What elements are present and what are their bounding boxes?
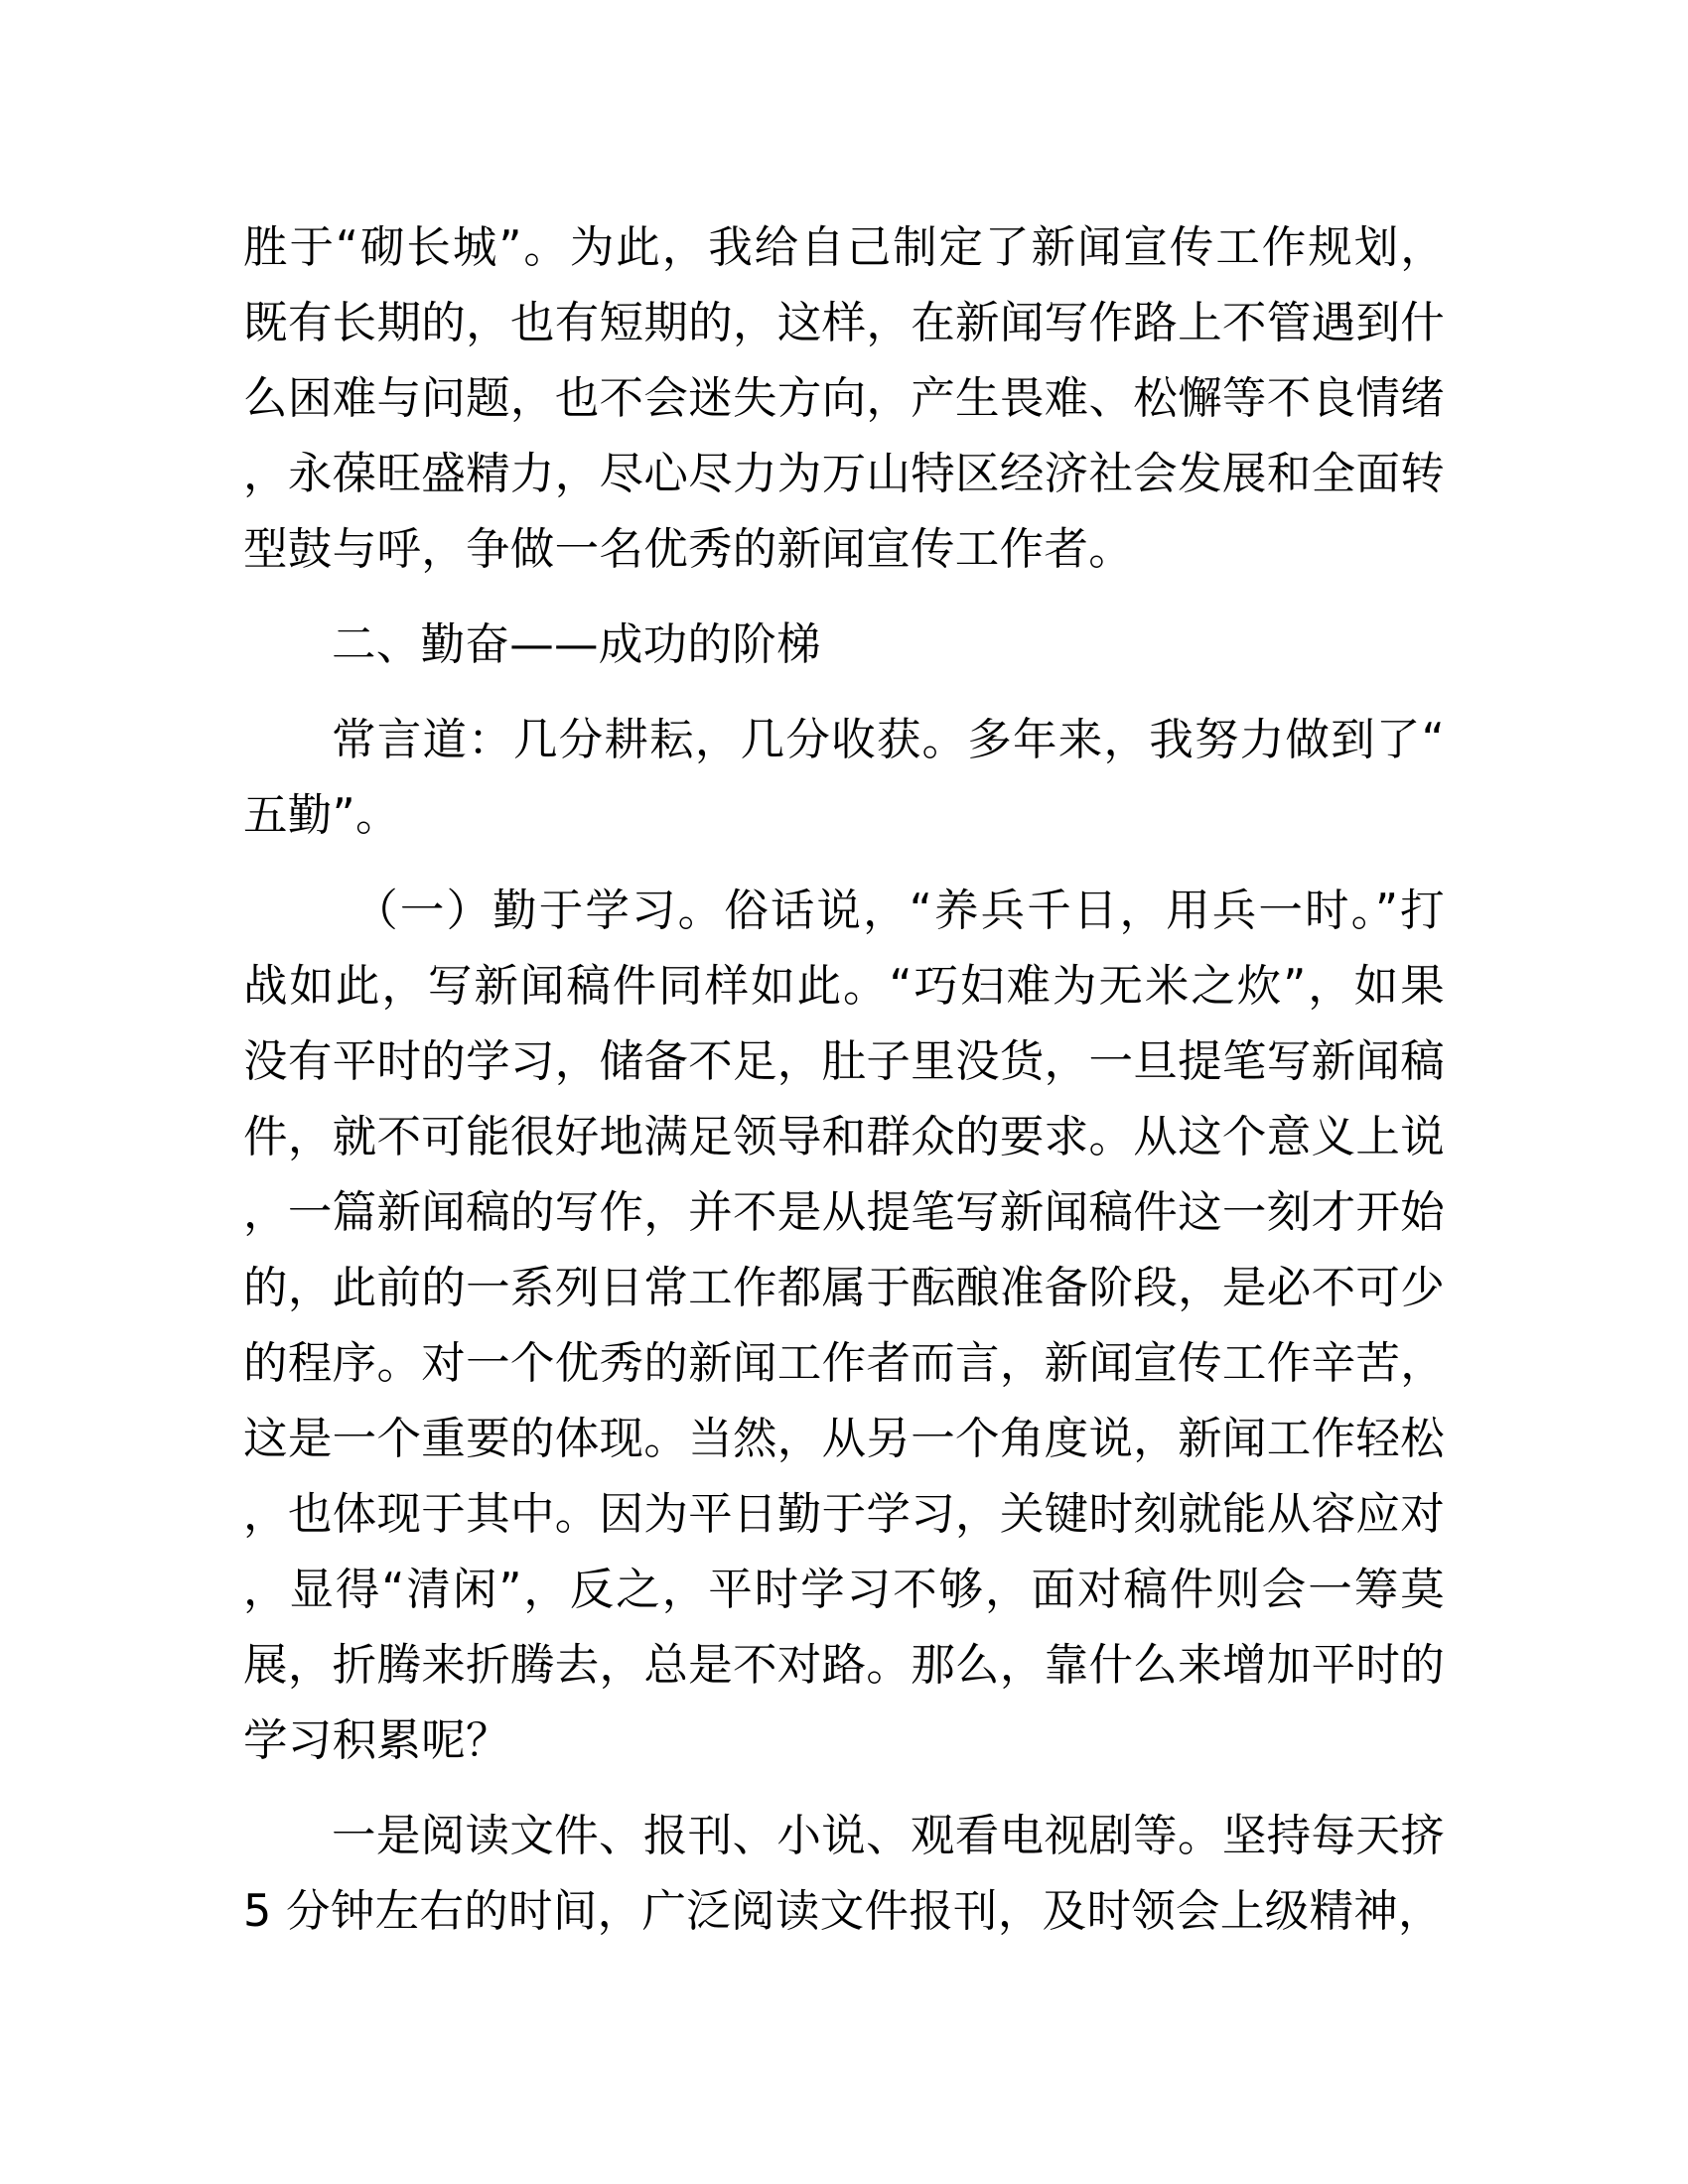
paragraph-intro: 常言道：几分耕耘，几分收获。多年来，我努力做到了“五勤”。 bbox=[243, 715, 1445, 841]
paragraph-continuation: 胜于“砌长城”。为此，我给自己制定了新闻宣传工作规划，既有长期的，也有短期的，这样，在新闻写作路上不管遇到什么困难与问题，也不会迷失方向，产生畏难、松懈等不良情绪，永葆旺盛精力，尽心尽力为万山特区经济社会发展和全面转型鼓与呼，争做一名优秀的新闻宣传工作者。 bbox=[243, 222, 1445, 575]
paragraph-study: （一）勤于学习。俗话说，“养兵千日，用兵一时。”打战如此，写新闻稿件同样如此。“巧妇难为无米之炊”，如果没有平时的学习，储备不足，肚子里没货，一旦提笔写新闻稿件，就不可能很好地满足领导和群众的要求。从这个意义上说，一篇新闻稿的写作，并不是从提笔写新闻稿件这一刻才开始的，此前的一系列日常工作都属于酝酿准备阶段，是必不可少的程序。对一个优秀的新闻工作者而言，新闻宣传工作辛苦，这是一个重要的体现。当然，从另一个角度说，新闻工作轻松，也体现于其中。因为平日勤于学习，关键时刻就能从容应对，显得“清闲”，反之，平时学习不够，面对稿件则会一筹莫展，折腾来折腾去，总是不对路。那么，靠什么来增加平时的学习积累呢？ bbox=[243, 886, 1445, 1766]
paragraph-reading: 一是阅读文件、报刊、小说、观看电视剧等。坚持每天挤 5 分钟左右的时间，广泛阅读文件报刊，及时领会上级精神， bbox=[243, 1811, 1445, 1937]
document-body bbox=[243, 210, 1445, 1950]
section-heading: 二、勤奋——成功的阶梯 bbox=[332, 619, 821, 670]
